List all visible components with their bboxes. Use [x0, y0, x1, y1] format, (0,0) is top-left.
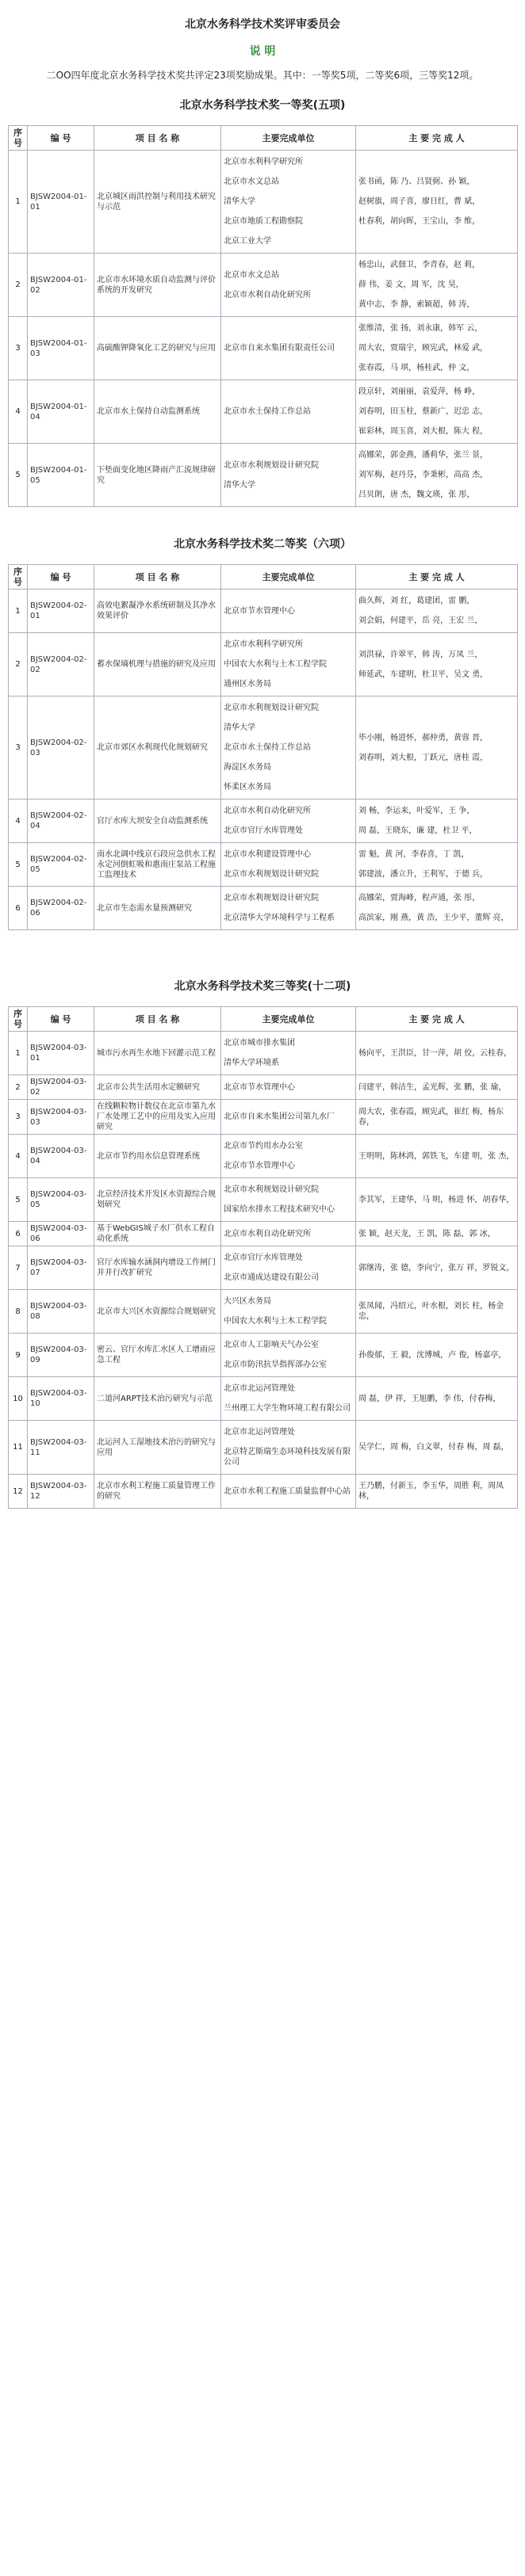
- table-row: [9, 633, 518, 696]
- unit-name: 兰州理工大学生物环境工程有限公司: [224, 1404, 351, 1413]
- people-line: 黄中志，李 静，索颖超，韩 涛，: [358, 300, 475, 309]
- completing-units: [221, 380, 356, 444]
- people-line: 薛 伟，姜 文，周 军，沈 昊，: [358, 280, 464, 289]
- table-row: [9, 1475, 518, 1509]
- column-header-name: 项 目 名 称: [94, 126, 221, 151]
- project-code: BJSW2004-01-05: [28, 444, 94, 507]
- unit-name: 北京市水文总站: [224, 177, 279, 186]
- people-line: 张维清，张 扬，刘永康，韩军 云，: [358, 324, 483, 333]
- unit-name: 怀柔区水务局: [224, 783, 271, 792]
- completing-people: [356, 696, 518, 800]
- page: [0, 16, 525, 1509]
- unit-name: 北京市水利规划设计研究院: [224, 460, 319, 470]
- unit-name: 北京市自来水集团公司第九水厂: [224, 1112, 335, 1121]
- table-row: [9, 1377, 518, 1421]
- table-row: [9, 317, 518, 380]
- project-code: BJSW2004-01-01: [28, 151, 94, 254]
- column-header-code: 编 号: [28, 126, 94, 151]
- completing-people: [356, 151, 518, 254]
- people-line: 张春霞，马 琪，杨桂武，仲 文，: [358, 364, 475, 372]
- people-line: 闫建平，韩洁生，孟光辉，张 鹏，张 瑜，: [358, 1082, 507, 1092]
- table-row: [9, 1075, 518, 1100]
- completing-people: [356, 843, 518, 887]
- unit-name: 北京市水利规划设计研究院: [224, 894, 319, 903]
- column-header-name: 项 目 名 称: [94, 1007, 221, 1032]
- unit-name: 北京市水利自动化研究所: [224, 1229, 311, 1238]
- people-line: 曲久辉，刘 红，葛建团，雷 鹏，: [358, 597, 475, 605]
- project-name: 北京市水环境水质自动监测与评价系统的开发研究: [94, 254, 221, 317]
- row-number: 6: [9, 1222, 28, 1246]
- unit-name: 北京市北运河管理处: [224, 1384, 295, 1393]
- people-line: 刘会娟，何建平，岳 亮，王宏 兰，: [358, 616, 483, 625]
- project-name: 北京市节约用水信息管理系统: [94, 1135, 221, 1178]
- intro-text: 二OO四年度北京水务科学技术奖共评定23项奖励成果。其中：一等奖5项，二等奖6项，三等奖12项。: [46, 70, 479, 81]
- completing-people: [356, 800, 518, 843]
- people-line: 吕贝朗，唐 杰，魏文瑛，张 彤，: [358, 490, 475, 499]
- unit-name: 北京市水利规划设计研究院: [224, 870, 319, 879]
- people-line: 雷 魁，黄 河，李春喜，丁 凯，: [358, 850, 469, 859]
- column-header-no: 序 号: [9, 565, 28, 590]
- people-line: 高娜荣，郭金燕，潘莉华，张兰 景，: [358, 451, 489, 460]
- unit-name: 北京市水土保持工作总站: [224, 407, 311, 416]
- unit-name: 海淀区水务局: [224, 763, 271, 772]
- completing-units: [221, 1135, 356, 1178]
- unit-name: 北京市水利建设管理中心: [224, 850, 311, 859]
- people-line: 郭建波，潘立升，王利军，于德 兵，: [358, 870, 489, 879]
- row-number: 9: [9, 1334, 28, 1377]
- completing-units: [221, 800, 356, 843]
- people-line: 崔彩林，周玉喜，刘大根，陈大 程，: [358, 427, 489, 436]
- completing-units: [221, 887, 356, 930]
- unit-name: 北京市水利规划设计研究院: [224, 704, 319, 712]
- project-name: 高效电絮凝净水系统研制及其净水效果评价: [94, 590, 221, 633]
- table-row: [9, 590, 518, 633]
- award-table: [8, 564, 518, 930]
- completing-units: [221, 843, 356, 887]
- completing-people: [356, 1222, 518, 1246]
- project-code: BJSW2004-01-02: [28, 254, 94, 317]
- people-line: 杨忠山，武佃卫，李青春，赵 莉，: [358, 261, 481, 269]
- row-number: 4: [9, 1135, 28, 1178]
- project-name: 官厅水库输水涵洞内增设工作闸门并并行改扩研究: [94, 1246, 221, 1290]
- project-code: BJSW2004-03-08: [28, 1290, 94, 1334]
- table-row: [9, 800, 518, 843]
- row-number: 4: [9, 380, 28, 444]
- unit-name: 北京市水文总站: [224, 270, 279, 280]
- unit-name: 清华大学: [224, 723, 255, 732]
- unit-name: 北京市节水管理中心: [224, 1162, 295, 1170]
- unit-name: 北京市水利工程施工质量监督中心站: [224, 1486, 351, 1496]
- completing-people: [356, 887, 518, 930]
- table-row: [9, 1135, 518, 1178]
- project-name: 北运河人工湿地技术治污的研究与应用: [94, 1421, 221, 1475]
- completing-units: [221, 317, 356, 380]
- completing-units: [221, 1075, 356, 1100]
- project-name: 南水北调中线京石段应急供水工程永定河倒虹吸和惠南庄泵站工程施工监理技术: [94, 843, 221, 887]
- completing-people: [356, 317, 518, 380]
- column-header-code: 编 号: [28, 565, 94, 590]
- unit-name: 北京市官厅水库管理处: [224, 1254, 303, 1262]
- document-title: 北京水务科学技术奖评审委员会: [185, 18, 340, 31]
- row-number: 1: [9, 590, 28, 633]
- row-number: 5: [9, 843, 28, 887]
- unit-name: 中国农大水利与土木工程学院: [224, 660, 327, 669]
- unit-name: 北京市水利科学研究所: [224, 158, 303, 166]
- unit-name: 北京特艺斯瑞生态环境科技发展有限公司: [224, 1448, 351, 1467]
- table-row: [9, 444, 518, 507]
- table-row: [9, 1290, 518, 1334]
- row-number: 1: [9, 151, 28, 254]
- completing-units: [221, 1421, 356, 1475]
- completing-people: [356, 1377, 518, 1421]
- unit-name: 北京市城市排水集团: [224, 1039, 295, 1048]
- people-line: 张 颖，赵天龙，王 凯，陈 磊，郭 冰，: [358, 1229, 496, 1238]
- project-name: 基于WebGIS城子水厂供水工程自动化系统: [94, 1222, 221, 1246]
- people-line: 高滨家，刚 燕，黄 浩，王少平，董辉 亮，: [358, 914, 509, 922]
- table-row: [9, 1421, 518, 1475]
- unit-name: 北京清华大学环境科学与工程系: [224, 914, 335, 922]
- completing-units: [221, 1246, 356, 1290]
- unit-name: 北京市节约用水办公室: [224, 1142, 303, 1151]
- project-code: BJSW2004-03-09: [28, 1334, 94, 1377]
- unit-name: 国家给水排水工程技术研究中心: [224, 1205, 335, 1214]
- unit-name: 北京市水利自动化研究所: [224, 290, 311, 300]
- table-row: [9, 1100, 518, 1135]
- project-name: 北京城区雨洪控制与利用技术研究与示范: [94, 151, 221, 254]
- unit-name: 北京市节水管理中心: [224, 606, 295, 616]
- column-header-no: 序 号: [9, 126, 28, 151]
- column-header-code: 编 号: [28, 1007, 94, 1032]
- unit-name: 北京工业大学: [224, 237, 271, 246]
- column-header-people: 主 要 完 成 人: [356, 565, 518, 590]
- unit-name: 通州区水务局: [224, 680, 271, 689]
- unit-name: 北京市水利自动化研究所: [224, 807, 311, 815]
- completing-units: [221, 1222, 356, 1246]
- project-name: 二道河ARPT技术治污研究与示范: [94, 1377, 221, 1421]
- people-line: 毕小刚，杨进怀，郝仲勇，黄蓉 晋，: [358, 733, 489, 742]
- people-line: 杨向平，王洪臣，甘一萍，胡 佼，云桂春，: [358, 1048, 512, 1058]
- completing-people: [356, 444, 518, 507]
- table-row: [9, 696, 518, 800]
- completing-units: [221, 444, 356, 507]
- row-number: 8: [9, 1290, 28, 1334]
- project-code: BJSW2004-02-01: [28, 590, 94, 633]
- completing-people: [356, 380, 518, 444]
- people-line: 刘 畅，李运来，叶爱军，王 争，: [358, 807, 475, 815]
- completing-units: [221, 1334, 356, 1377]
- people-line: 段京轩，刘丽丽，袁爱萍，杨 峥，: [358, 387, 481, 396]
- row-number: 12: [9, 1475, 28, 1509]
- column-header-people: 主 要 完 成 人: [356, 1007, 518, 1032]
- column-header-units: 主要完成单位: [221, 1007, 356, 1032]
- table-row: [9, 1178, 518, 1222]
- project-code: BJSW2004-02-04: [28, 800, 94, 843]
- project-name: 城市污水再生水地下回灌示范工程: [94, 1032, 221, 1075]
- row-number: 10: [9, 1377, 28, 1421]
- unit-name: 北京市通成达建设有限公司: [224, 1273, 319, 1282]
- people-line: 高娜荣，贾海峰，程声通，张 彤，: [358, 894, 481, 903]
- row-number: 2: [9, 633, 28, 696]
- people-line: 刘洪禄，许翠平，韩 涛，万凤 兰，: [358, 650, 483, 659]
- row-number: 4: [9, 800, 28, 843]
- table-row: [9, 1222, 518, 1246]
- project-name: 北京市公共生活用水定额研究: [94, 1075, 221, 1100]
- award-table: [8, 125, 518, 507]
- project-code: BJSW2004-03-01: [28, 1032, 94, 1075]
- project-name: 蓄水保墒机理与措施的研究及应用: [94, 633, 221, 696]
- completing-units: [221, 1377, 356, 1421]
- project-code: BJSW2004-02-02: [28, 633, 94, 696]
- completing-people: [356, 1178, 518, 1222]
- people-line: 师延武，车建明，杜卫平，吴文 勇，: [358, 670, 489, 679]
- table-row: [9, 380, 518, 444]
- table-row: [9, 887, 518, 930]
- completing-people: [356, 633, 518, 696]
- table-row: [9, 254, 518, 317]
- project-code: BJSW2004-03-12: [28, 1475, 94, 1509]
- completing-people: [356, 1475, 518, 1509]
- completing-units: [221, 254, 356, 317]
- people-line: 赵树旗，周子喜，廖日红，曹 斌，: [358, 197, 481, 206]
- completing-people: [356, 1246, 518, 1290]
- project-name: 北京经济技术开发区水资源综合规划研究: [94, 1178, 221, 1222]
- people-line: 周大农，贾瑞宇，顾宪武，林爱 武，: [358, 344, 489, 353]
- row-number: 5: [9, 1178, 28, 1222]
- people-line: 刘春明，田玉柱，蔡新广，迟忠 志，: [358, 407, 489, 416]
- column-header-units: 主要完成单位: [221, 126, 356, 151]
- table-row: [9, 151, 518, 254]
- project-code: BJSW2004-02-06: [28, 887, 94, 930]
- table-header-row: [9, 565, 518, 590]
- unit-name: 北京市北运河管理处: [224, 1428, 295, 1437]
- people-line: 周 磊，王晓东，廉 建，杜卫 平，: [358, 826, 477, 835]
- people-line: 王乃鹏，付新玉，李玉华，周胜 利，周凤林，: [358, 1482, 504, 1501]
- people-line: 刘军梅，赵丹芬，李秉彬，高高 杰，: [358, 471, 489, 479]
- completing-people: [356, 590, 518, 633]
- unit-name: 北京市水土保持工作总站: [224, 743, 311, 752]
- row-number: 3: [9, 696, 28, 800]
- people-line: 杜春利，胡向晖，王宝山，李 维，: [358, 217, 481, 226]
- project-code: BJSW2004-02-03: [28, 696, 94, 800]
- project-name: 北京市水土保持自动监测系统: [94, 380, 221, 444]
- project-code: BJSW2004-01-03: [28, 317, 94, 380]
- project-code: BJSW2004-03-11: [28, 1421, 94, 1475]
- completing-people: [356, 1075, 518, 1100]
- row-number: 2: [9, 1075, 28, 1100]
- unit-name: 北京市水利规划设计研究院: [224, 1185, 319, 1194]
- project-code: BJSW2004-03-03: [28, 1100, 94, 1135]
- column-header-no: 序 号: [9, 1007, 28, 1032]
- completing-people: [356, 254, 518, 317]
- table-row: [9, 843, 518, 887]
- row-number: 1: [9, 1032, 28, 1075]
- completing-people: [356, 1100, 518, 1135]
- project-code: BJSW2004-03-02: [28, 1075, 94, 1100]
- project-name: 在线颗粒物计数仪在北京市第九水厂水处理工艺中的应用及实入应用研究: [94, 1100, 221, 1135]
- row-number: 11: [9, 1421, 28, 1475]
- unit-name: 清华大学: [224, 480, 255, 490]
- row-number: 7: [9, 1246, 28, 1290]
- table-header-row: [9, 126, 518, 151]
- column-header-people: 主 要 完 成 人: [356, 126, 518, 151]
- project-code: BJSW2004-02-05: [28, 843, 94, 887]
- unit-name: 清华大学环境系: [224, 1059, 279, 1067]
- row-number: 5: [9, 444, 28, 507]
- completing-people: [356, 1421, 518, 1475]
- completing-people: [356, 1032, 518, 1075]
- completing-people: [356, 1290, 518, 1334]
- row-number: 2: [9, 254, 28, 317]
- table-header-row: [9, 1007, 518, 1032]
- project-code: BJSW2004-01-04: [28, 380, 94, 444]
- unit-name: 北京市地质工程勘察院: [224, 217, 303, 226]
- project-name: 高硫酸钾降氧化工艺的研究与应用: [94, 317, 221, 380]
- project-code: BJSW2004-03-06: [28, 1222, 94, 1246]
- completing-units: [221, 590, 356, 633]
- table-row: [9, 1032, 518, 1075]
- table-row: [9, 1334, 518, 1377]
- people-line: 周大农，张春霞，顾宪武，崔红 梅，杨东春，: [358, 1107, 504, 1127]
- people-line: 郭继涛，张 德，李向宁，张万 祥，罗锐文，: [358, 1263, 515, 1273]
- row-number: 3: [9, 1100, 28, 1135]
- unit-name: 大兴区水务局: [224, 1297, 271, 1306]
- section-title: 北京水务科学技术奖一等奖(五项): [179, 99, 346, 112]
- completing-units: [221, 1178, 356, 1222]
- unit-name: 北京市自来水集团有限责任公司: [224, 344, 335, 353]
- column-header-name: 项 目 名 称: [94, 565, 221, 590]
- project-name: 官厅水库大坝安全自动监测系统: [94, 800, 221, 843]
- completing-units: [221, 151, 356, 254]
- completing-units: [221, 696, 356, 800]
- completing-people: [356, 1135, 518, 1178]
- project-name: 北京市生态需水量预测研究: [94, 887, 221, 930]
- award-sections: [0, 97, 525, 1509]
- unit-name: 北京市水利科学研究所: [224, 640, 303, 649]
- completing-units: [221, 633, 356, 696]
- project-name: 北京市郊区水利现代化规划研究: [94, 696, 221, 800]
- project-code: BJSW2004-03-05: [28, 1178, 94, 1222]
- people-line: 孙俊郁，王 毅，沈博城，卢 俊，杨嘉亭，: [358, 1350, 507, 1360]
- document-subtitle: 说 明: [249, 45, 276, 58]
- people-line: 王明明，陈林鸿，郭铁飞，车建 明，张 杰，: [358, 1151, 515, 1161]
- completing-units: [221, 1290, 356, 1334]
- row-number: 3: [9, 317, 28, 380]
- project-name: 下垫面变化地区降雨产汇流规律研究: [94, 444, 221, 507]
- people-line: 周 磊，伊 祥，王旭鹏，李 伟，付春梅，: [358, 1394, 501, 1403]
- completing-units: [221, 1475, 356, 1509]
- row-number: 6: [9, 887, 28, 930]
- award-table: [8, 1006, 518, 1509]
- completing-people: [356, 1334, 518, 1377]
- unit-name: 北京市官厅水库管理处: [224, 826, 303, 835]
- unit-name: 北京市防汛抗旱指挥部办公室: [224, 1361, 327, 1369]
- project-code: BJSW2004-03-04: [28, 1135, 94, 1178]
- table-row: [9, 1246, 518, 1290]
- people-line: 吴学仁，周 梅，白文翠，付春 梅，周 磊，: [358, 1443, 509, 1452]
- people-line: 刘春明，刘大根，丁跃元，唐桂 霞，: [358, 753, 489, 762]
- project-code: BJSW2004-03-07: [28, 1246, 94, 1290]
- unit-name: 北京市人工影响天气办公室: [224, 1341, 319, 1349]
- section-title: 北京水务科学技术奖三等奖(十二项): [174, 980, 351, 993]
- completing-units: [221, 1100, 356, 1135]
- people-line: 张凤闻，冯绍元，叶水根，刘长 柱，杨金忠，: [358, 1302, 504, 1321]
- unit-name: 清华大学: [224, 197, 255, 206]
- project-name: 北京市大兴区水资源综合规划研究: [94, 1290, 221, 1334]
- project-code: BJSW2004-03-10: [28, 1377, 94, 1421]
- column-header-units: 主要完成单位: [221, 565, 356, 590]
- completing-units: [221, 1032, 356, 1075]
- people-line: 张书函，陈 乃、吕贤弼、孙 颖，: [358, 177, 475, 186]
- unit-name: 北京市节水管理中心: [224, 1082, 295, 1092]
- people-line: 李其军，王建华，马 明，杨进 怀，胡春华，: [358, 1195, 515, 1204]
- project-name: 密云、官厅水库汇水区人工增雨应急工程: [94, 1334, 221, 1377]
- project-name: 北京市水利工程施工质量管理工作的研究: [94, 1475, 221, 1509]
- unit-name: 中国农大水利与土木工程学院: [224, 1317, 327, 1326]
- section-title: 北京水务科学技术奖二等奖（六项）: [174, 538, 351, 551]
